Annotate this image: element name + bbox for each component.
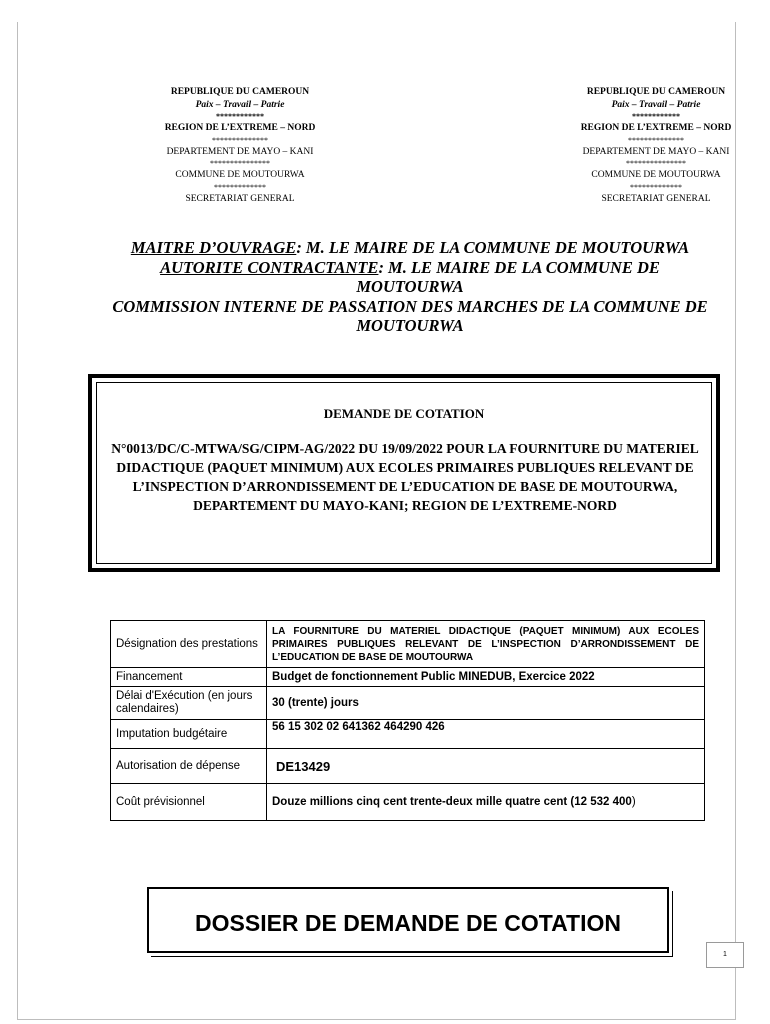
autorite-contractante-label: AUTORITE CONTRACTANTE <box>160 257 379 277</box>
autorisation-value: DE13429 <box>267 749 705 784</box>
financement-value: Budget de fonctionnement Public MINEDUB, Exercice 2022 <box>267 668 705 687</box>
cout-close-paren: ) <box>631 795 636 808</box>
header-left-sep3: *************** <box>210 159 270 169</box>
header-left-block <box>120 86 360 206</box>
cout-cell <box>267 784 705 821</box>
info-table <box>110 620 705 821</box>
autorite-contractante-line <box>110 258 710 297</box>
header-left-sep1: ************ <box>216 112 264 122</box>
request-body: N°0013/DC/C-MTWA/SG/CIPM-AG/2022 DU 19/09/2022 POUR LA FOURNITURE DU MATERIEL DIDACTIQUE (PAQUET MINIMUM) AUX ECOLES PRIMAIRES PUBLIQUES RELEVANT DE L’INSPECTION D’ARRONDISSEMENT DE L’EDUCATION DE BASE DE MOUTOURWA, DEPARTEMENT DU MAYO-KANI; REGION DE L’EXTREME-NORD <box>111 441 699 513</box>
table-row <box>111 784 705 821</box>
maitre-ouvrage-line <box>110 238 710 258</box>
header-right-block <box>530 86 770 206</box>
header-left-secretariat: SECRETARIAT GENERAL <box>185 193 295 204</box>
delai-value: 30 (trente) jours <box>267 687 705 720</box>
imputation-label: Imputation budgétaire <box>111 720 267 749</box>
header-left-department: DEPARTEMENT DE MAYO – KANI <box>166 146 314 157</box>
header-left-region: REGION DE L’EXTREME – NORD <box>164 123 316 134</box>
designation-value: LA FOURNITURE DU MATERIEL DIDACTIQUE (PAQUET MINIMUM) AUX ECOLES PRIMAIRES PUBLIQUES RELEVANT DE L’INSPECTION D’ARRONDISSEMENT DE L’EDUCATION DE BASE DE MOUTOURWA <box>267 621 705 668</box>
header-right-country: REPUBLIQUE DU CAMEROUN <box>586 87 726 97</box>
request-title: DEMANDE DE COTATION <box>323 406 485 421</box>
table-row <box>111 749 705 784</box>
financement-label: Financement <box>111 668 267 687</box>
header-right-commune: COMMUNE DE MOUTOURWA <box>591 170 721 181</box>
header-left-country: REPUBLIQUE DU CAMEROUN <box>170 87 310 97</box>
header-right-department: DEPARTEMENT DE MAYO – KANI <box>582 146 730 157</box>
header-right-sep2: ************** <box>628 135 684 145</box>
header-right-sep1: ************ <box>632 112 680 122</box>
table-row <box>111 720 705 749</box>
imputation-value: 56 15 302 02 641362 464290 426 <box>267 720 705 749</box>
dossier-title: DOSSIER DE DEMANDE DE COTATION <box>195 910 621 936</box>
page-number: 1 <box>706 942 744 968</box>
maitre-ouvrage-label: MAITRE D’OUVRAGE <box>130 238 297 257</box>
commission-line: COMMISSION INTERNE DE PASSATION DES MARCHES DE LA COMMUNE DE MOUTOURWA <box>112 296 708 335</box>
delai-label: Délai d'Exécution (en jours calendaires) <box>111 687 267 720</box>
designation-label: Désignation des prestations <box>111 621 267 668</box>
header-left-motto: Paix – Travail – Patrie <box>195 99 285 110</box>
page-edge-left <box>17 22 18 1020</box>
header-right-motto: Paix – Travail – Patrie <box>611 99 701 110</box>
cout-value: Douze millions cinq cent trente-deux mille quatre cent (12 532 400 <box>272 795 632 808</box>
header-left-commune: COMMUNE DE MOUTOURWA <box>175 170 305 181</box>
header-right-sep4: ************* <box>630 182 682 192</box>
cout-label: Coût prévisionnel <box>111 784 267 821</box>
autorisation-label: Autorisation de dépense <box>111 749 267 784</box>
header-left-sep2: ************** <box>212 135 268 145</box>
maitre-ouvrage-text: : M. LE MAIRE DE LA COMMUNE DE MOUTOURWA <box>296 238 690 257</box>
page-edge-right-lower <box>735 968 736 1020</box>
header-right-sep3: *************** <box>626 159 686 169</box>
autorite-contractante-text: : M. LE MAIRE DE LA COMMUNE DE MOUTOURWA <box>356 257 660 296</box>
header-right-secretariat: SECRETARIAT GENERAL <box>601 193 711 204</box>
header-left-sep4: ************* <box>214 182 266 192</box>
table-row <box>111 621 705 668</box>
table-row <box>111 687 705 720</box>
table-row <box>111 668 705 687</box>
authorities-block <box>110 238 710 336</box>
page-edge-bottom <box>17 1019 736 1020</box>
header-right-region: REGION DE L’EXTREME – NORD <box>580 123 732 134</box>
